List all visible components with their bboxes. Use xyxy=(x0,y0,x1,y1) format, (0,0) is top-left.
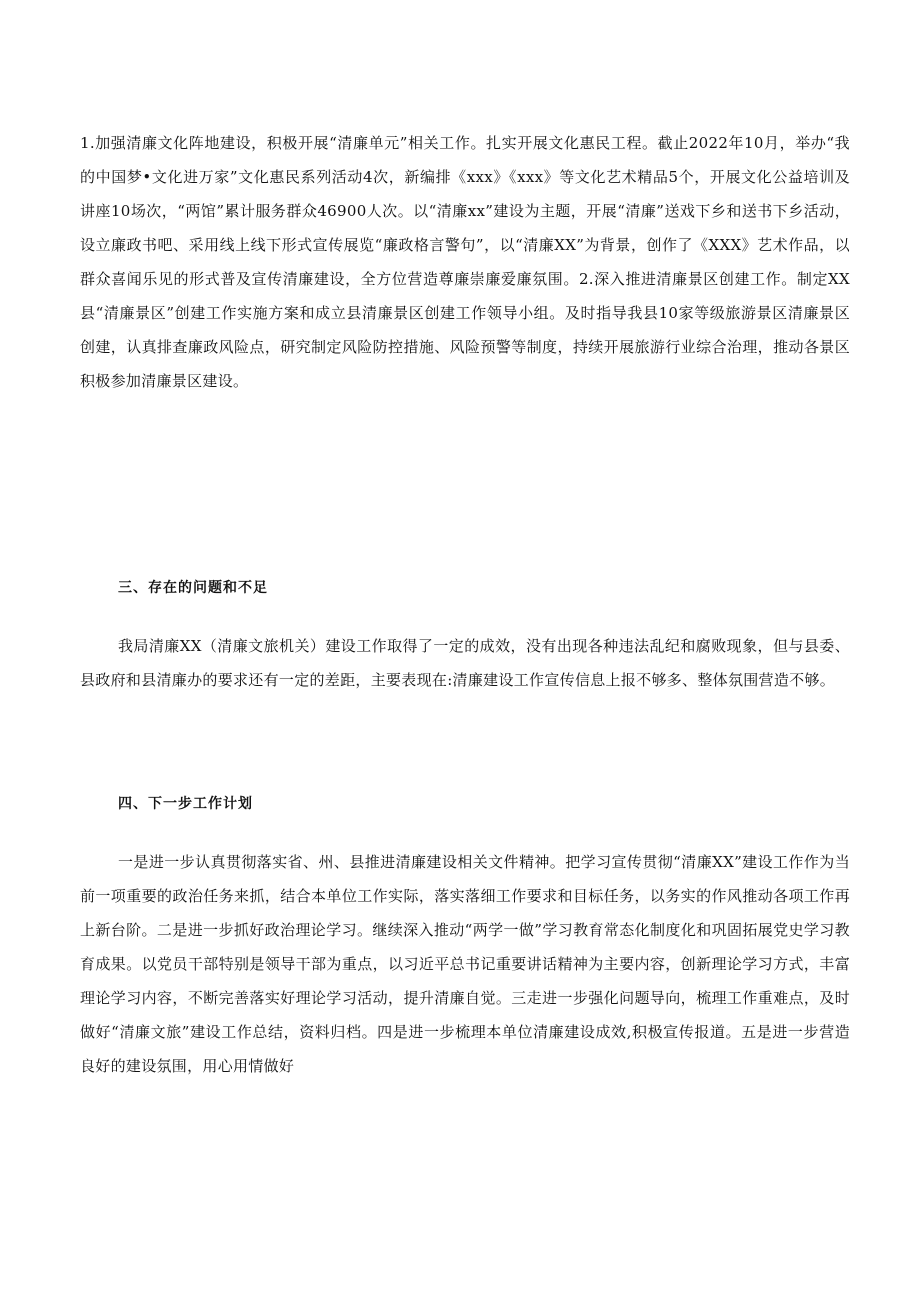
paragraph-culture-and-scenic: 1.加强清廉文化阵地建设，积极开展“清廉单元”相关工作。扎实开展文化惠民工程。截止2022年10月，举办“我的中国梦•文化进万家”文化惠民系列活动4次，新编排《xxx》《xxx》等文化艺术精品5个，开展文化公益培训及讲座10场次，“两馆”累计服务群众46900人次。以“清廉xx”建设为主题，开展“清廉”送戏下乡和送书下乡活动，设立廉政书吧、采用线上线下形式宣传展览“廉政格言警句”，以“清廉XX”为背景，创作了《XXX》艺术作品，以群众喜闻乐见的形式普及宣传清廉建设，全方位营造尊廉崇廉爱廉氛围。2.深入推进清廉景区创建工作。制定XX县“清廉景区”创建工作实施方案和成立县清廉景区创建工作领导小组。及时指导我县10家等级旅游景区清廉景区创建，认真排查廉政风险点，研究制定风险防控措施、风险预警等制度，持续开展旅游行业综合治理，推动各景区积极参加清廉景区建设。 xyxy=(80,134,850,390)
paragraph-problems: 我局清廉XX（清廉文旅机关）建设工作取得了一定的成效，没有出现各种违法乱纪和腐败现象，但与县委、县政府和县清廉办的要求还有一定的差距，主要表现在:清廉建设工作宣传信息上报不够多、整体氛围营造不够。 xyxy=(80,637,850,689)
section-heading-next-plan: 四、下一步工作计划 xyxy=(118,796,253,812)
paragraph-next-plan: 一是进一步认真贯彻落实省、州、县推进清廉建设相关文件精神。把学习宣传贯彻“清廉XX”建设工作作为当前一项重要的政治任务来抓，结合本单位工作实际，落实落细工作要求和目标任务，以务实的作风推动各项工作再上新台阶。二是进一步抓好政治理论学习。继续深入推动“两学一做”学习教育常态化制度化和巩固拓展党史学习教育成果。以党员干部特别是领导干部为重点，以习近平总书记重要讲话精神为主要内容，创新理论学习方式，丰富理论学习内容，不断完善落实好理论学习活动，提升清廉自觉。三走进一步强化问题导向，梳理工作重难点，及时做好“清廉文旅”建设工作总结，资料归档。四是进一步梳理本单位清廉建设成效,积极宣传报道。五是进一步营造良好的建设氛围，用心用情做好 xyxy=(80,853,850,1075)
section-heading-problems: 三、存在的问题和不足 xyxy=(118,580,268,596)
